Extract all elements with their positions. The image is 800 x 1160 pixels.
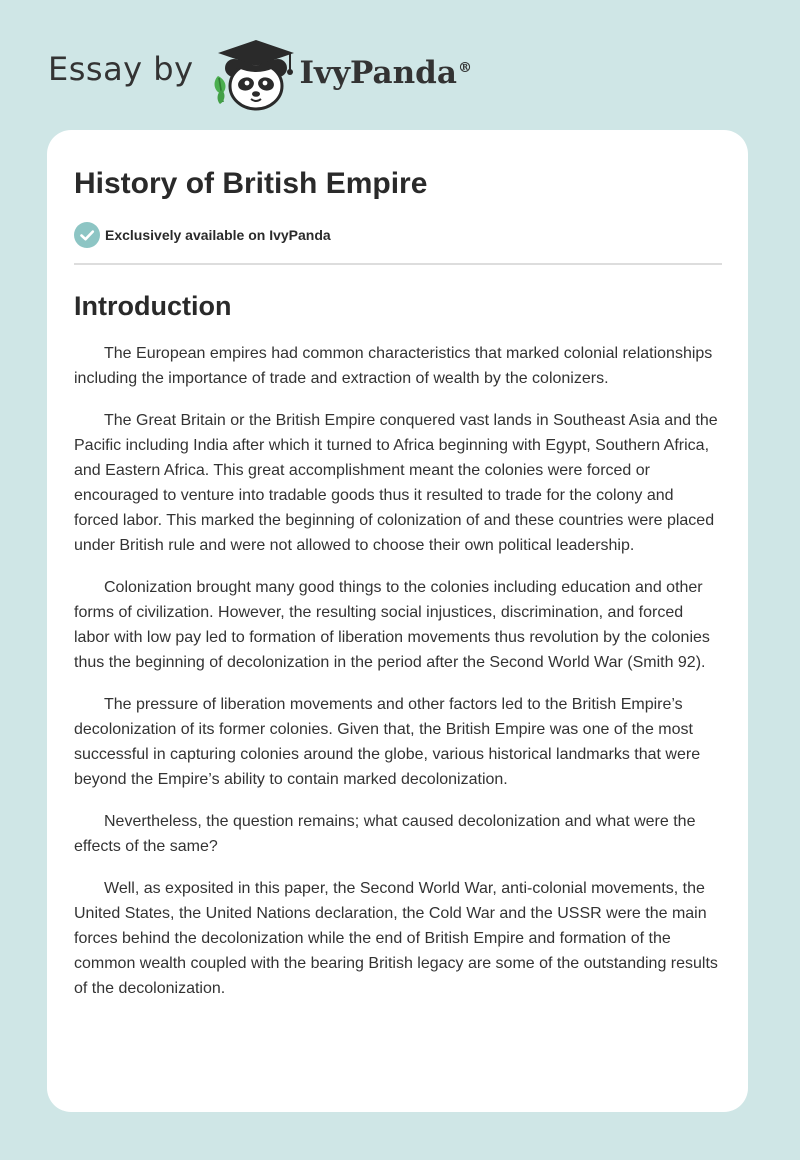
registered-mark: ® [457,59,472,76]
paragraph: Nevertheless, the question remains; what caused decolonization and what were the effects of the same? [74,812,696,855]
paragraph: The Great Britain or the British Empire conquered vast lands in Southeast Asia and the Pacific including India after which it turned to Africa beginning with Egypt, Southern Africa, and Eastern Africa. This great accomplishment meant the colonies were forced or encouraged to venture into tradable goods thus it resulted to trade for the colony and forced labor. This marked the beginning of colonization of and these countries were placed under British rule and were not allowed to choose their own political leadership. [74,411,718,555]
essay-by-label: Essay by [48,50,194,88]
essay-card [47,130,748,1112]
paragraph: The pressure of liberation movements and other factors led to the British Empire’s decolonization of its former colonies. Given that, the British Empire was one of the most successful in capturing colonies around the globe, various historical landmarks that were beyond the Empire’s ability to contain marked decolonization. [74,695,701,789]
essay-body [74,341,722,1001]
section-heading-introduction: Introduction [74,291,232,321]
brand-name: IvyPanda® [299,55,472,91]
exclusive-badge [74,222,722,248]
site-header [48,32,472,112]
panda-graduate-icon[interactable] [208,32,304,112]
title-divider [74,263,722,265]
paragraph: Well, as exposited in this paper, the Second World War, anti-colonial movements, the United States, the United Nations declaration, the Cold War and the USSR were the main forces behind the decolonization while the end of British Empire and formation of the common wealth coupled with the bearing British legacy are some of the outstanding results of the decolonization. [74,879,718,998]
essay-title: History of British Empire [74,167,428,200]
paragraph: The European empires had common characteristics that marked colonial relationships including the importance of trade and extraction of wealth by the colonizers. [74,345,713,388]
check-circle-icon [74,222,100,248]
exclusive-badge-label: Exclusively available on IvyPanda [105,227,331,243]
paragraph: Colonization brought many good things to the colonies including education and other forms of civilization. However, the resulting social injustices, discrimination, and forced labor with low pay led to formation of liberation movements thus revolution by the colonies thus the beginning of decolonization in the period after the Second World War (Smith 92). [74,578,710,672]
